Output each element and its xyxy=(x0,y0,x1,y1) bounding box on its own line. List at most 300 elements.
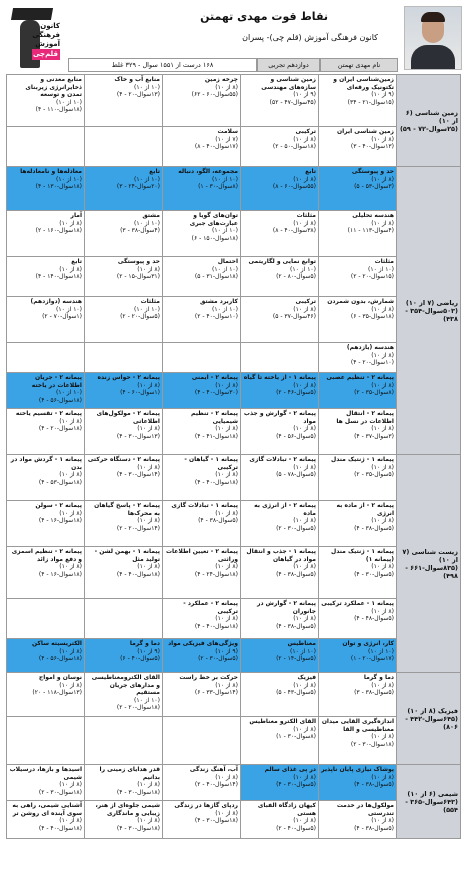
topic-cell xyxy=(241,547,319,599)
topic-name: پیمانه ۲ - تنظیم عصبی xyxy=(326,374,394,381)
table-row xyxy=(7,211,461,257)
topic-cell xyxy=(7,801,85,839)
topic-name: توان‌های گویا و عبارت‌های جبری xyxy=(189,212,238,227)
topic-cell xyxy=(7,639,85,673)
topic-cell xyxy=(163,373,241,409)
topic-score: (۸ از ۱۰) xyxy=(293,681,316,689)
topic-name: پیمانه ۲ - سولن xyxy=(35,502,82,509)
topic-name: مغناطیس xyxy=(287,640,316,647)
topic-name: چرخه زمین xyxy=(204,76,238,83)
topic-cell xyxy=(7,673,85,717)
topic-stats: (۱۸سوال-۳۰ - ۴) xyxy=(116,788,160,796)
topic-stats: (۵۵سوال-۶۰ - ۶۲) xyxy=(191,91,238,98)
topic-name: معادله‌ها و نامعادله‌ها xyxy=(20,168,82,175)
topic-score: (۹ از ۱۰) xyxy=(371,91,394,98)
topic-stats: (۵۵سوال-۶۰ - ۸) xyxy=(272,183,316,190)
subject-cell: فیزیک (۸ از ۱۰) (۶۴۵سوال-۴۴۲ - ۸۰۶) xyxy=(397,673,461,765)
topic-cell xyxy=(7,599,85,639)
topic-stats: (۱۸سوال-۵۶ - ۴) xyxy=(38,655,82,662)
topic-score: (۸ از ۱۰) xyxy=(215,381,238,389)
subject-cell: ریاضی (۷ از ۱۰) (۵۰۳سوال-۳۵۴ - ۴۳۸) xyxy=(397,167,461,455)
topic-cell xyxy=(319,257,397,297)
topic-cell xyxy=(85,547,163,599)
topic-name: پیمانه ۱ - ژنتیک مندل xyxy=(331,456,394,463)
topic-stats: (۱۴سوال-۳۰ - ۴) xyxy=(116,471,160,478)
topic-score: (۸ از ۱۰) xyxy=(215,681,238,689)
topic-stats: (۵سوال-۳۸ - ۴) xyxy=(276,570,316,578)
topic-cell xyxy=(7,547,85,599)
topic-name: مثلثات xyxy=(296,212,316,219)
topic-score: (۸ از ۱۰) xyxy=(215,563,238,570)
topic-score: (۸ از ۱۰) xyxy=(293,773,316,781)
topic-cell xyxy=(163,297,241,343)
topic-score: (۸ از ۱۰) xyxy=(293,615,316,622)
table-row xyxy=(7,127,461,167)
topic-stats: (۱۸سوال-۴۰ - ۴) xyxy=(194,622,238,630)
topic-name: القای الکترو مغناطیس xyxy=(249,718,316,725)
topic-cell xyxy=(7,373,85,409)
topic-cell xyxy=(163,455,241,501)
topic-name: در پی غذای سالم xyxy=(264,766,316,773)
topic-cell xyxy=(241,717,319,765)
topic-score: (۸ از ۱۰) xyxy=(59,647,82,655)
topic-cell xyxy=(241,599,319,639)
topic-score: (۱۰ از ۱۰) xyxy=(368,265,394,273)
logo-line: فرهنگی xyxy=(32,31,60,39)
topic-score: (۸ از ۱۰) xyxy=(371,463,394,471)
topic-stats: (۵سوال-۴۰ - ۲) xyxy=(276,824,316,832)
topic-stats: (۱۸سوال-۱۶ - ۴) xyxy=(38,517,82,524)
topic-score: (۸ از ۱۰) xyxy=(293,517,316,524)
topic-stats: (۵سوال-۳۵ - ۲) xyxy=(354,471,394,478)
topic-name: پیمانه ۲ - ایمنی xyxy=(191,374,238,381)
topic-stats: (۱۳سوال-۴۰ - ۳) xyxy=(350,143,394,150)
table-row xyxy=(7,257,461,297)
topic-score: (۸ از ۱۰) xyxy=(59,265,82,273)
topic-cell xyxy=(163,717,241,765)
table-row xyxy=(7,455,461,501)
topic-name: پیمانه ۱ - جذب و انتقال مواد در گیاهان xyxy=(246,548,316,563)
topic-score: (۸ از ۱۰) xyxy=(137,817,160,824)
topic-name: حرکت بر خط راست xyxy=(179,674,238,681)
topic-score: (۸ از ۱۰) xyxy=(59,817,82,824)
topic-stats: (۴سوال-۱۱۳ - ۱۱) xyxy=(347,227,394,234)
topic-cell xyxy=(85,501,163,547)
topic-stats: (۸سوال-۳۰ - ۱) xyxy=(276,733,316,740)
topic-score: (۸ از ۱۰) xyxy=(371,381,394,389)
table-row xyxy=(7,409,461,455)
topic-name: زمین شناسی ایران xyxy=(337,128,394,135)
topic-cell xyxy=(241,501,319,547)
topic-stats: (۱۳سوال-۲۰ - ۴) xyxy=(116,91,160,98)
topic-score: (۸ از ۱۰) xyxy=(371,517,394,524)
topic-cell xyxy=(85,673,163,717)
student-name: نام مهدی تهمتن xyxy=(320,58,398,72)
topic-cell xyxy=(163,409,241,455)
topic-name: هندسه تحلیلی xyxy=(352,212,394,219)
topic-cell xyxy=(85,639,163,673)
topic-score: (۸ از ۱۰) xyxy=(59,219,82,227)
topic-name: پیمانه ۱ - از یاخته تا گیاه xyxy=(243,374,316,381)
topic-stats: (۱سوال-۶۰ - ۴) xyxy=(120,389,160,396)
table-row xyxy=(7,639,461,673)
topic-cell xyxy=(163,673,241,717)
topic-stats: (۵سوال-۴۳ - ۵) xyxy=(276,689,316,696)
topic-score: (۸ از ۱۰) xyxy=(59,509,82,517)
topic-score: (۹ از ۱۰) xyxy=(215,647,238,655)
topic-cell xyxy=(241,373,319,409)
topic-score: (۸ از ۱۰) xyxy=(371,773,394,781)
topic-name: زمین‌شناسی ایران و تکتونیک ورقه‌ای xyxy=(333,76,394,91)
topic-name: حد و پیوستگی xyxy=(351,168,394,175)
topic-stats: (۱۸سوال-۵۶ - ۴) xyxy=(38,396,82,404)
topic-stats: (۱۴سوال-۲۰ - ۲) xyxy=(116,524,160,532)
topic-cell xyxy=(319,673,397,717)
topic-name: کیهان زادگاه الفبای هستی xyxy=(257,802,316,817)
topic-score: (۸ از ۱۰) xyxy=(137,517,160,524)
topic-cell xyxy=(319,501,397,547)
topic-stats: (۱۸سوال-۱۶۰ - ۲) xyxy=(35,227,82,234)
topic-stats: (۱۵سوال-۲۱ - ۳۴) xyxy=(347,98,394,106)
topic-stats: (۱۷سوال-۲۰ - ۱) xyxy=(350,655,394,662)
report-header xyxy=(6,6,460,72)
topic-name: پیمانه ۲ - حواس زنده xyxy=(97,374,160,381)
topic-name: مجموعه، الگو، دنباله xyxy=(178,168,238,175)
table-row xyxy=(7,599,461,639)
topic-stats: (۵سوال-۳۸ - ۴) xyxy=(198,517,238,524)
topic-name: شیمی جلوه‌ای از هنر، زیبایی و ماندگاری xyxy=(95,802,160,817)
topic-score: (۸ از ۱۰) xyxy=(293,725,316,733)
topic-score: (۸ از ۱۰) xyxy=(293,425,316,432)
table-row xyxy=(7,75,461,127)
topic-stats: (۱۸سوال-۳۱ - ۵) xyxy=(194,273,238,280)
topic-name: منابع معدنی و ذخایرانرژی زیربنای تمدن و توسعه xyxy=(25,76,82,98)
topic-stats: (۲۰سوال-۲۴ - ۳) xyxy=(116,183,160,190)
topic-stats: (۱۳سوال-۳۰ - ۴) xyxy=(116,432,160,440)
topic-stats: (۱۸سوال-۱۱۰ - ۴) xyxy=(35,106,82,113)
topic-name: اسیدها و بازها، درسیلاب شیمی xyxy=(9,766,82,781)
topic-stats: (۱۴سوال-۳۳ - ۶) xyxy=(194,689,238,696)
topic-cell xyxy=(241,127,319,167)
topic-name: اندازه‌گیری القایی میدان مغناطیسی و القا xyxy=(321,718,394,733)
topic-stats: (۵سوال-۳۰ - ۲) xyxy=(198,655,238,662)
topic-cell xyxy=(241,765,319,801)
topic-score: (۱۰ از ۱۰) xyxy=(212,227,238,234)
topic-stats: (۱۸سوال-۵۰ - ۲) xyxy=(272,143,316,150)
topic-cell xyxy=(85,167,163,211)
topic-score: (۸ از ۱۰) xyxy=(137,381,160,389)
topic-cell xyxy=(241,343,319,373)
student-info-row xyxy=(68,58,398,72)
topic-stats: (۱۷سوال-۴۰ - ۸) xyxy=(194,143,238,150)
topic-cell xyxy=(241,167,319,211)
topic-cell xyxy=(319,801,397,839)
topic-cell xyxy=(7,765,85,801)
topic-name: تابع xyxy=(149,168,160,175)
topic-stats: (۳سوال-۵۳ - ۵) xyxy=(354,183,394,190)
topic-score: (۹ از ۱۰) xyxy=(137,647,160,655)
topic-cell xyxy=(319,717,397,765)
topic-stats: (۵سوال-۳۸ - ۳) xyxy=(354,689,394,696)
topic-name: هندسه (دوازدهم) xyxy=(30,298,82,305)
topic-cell xyxy=(241,455,319,501)
topic-cell xyxy=(85,373,163,409)
topic-stats: (۱۸سوال-۵۳ - ۴) xyxy=(38,478,82,486)
topic-stats: (۵سوال-۸۰ - ۲) xyxy=(276,273,316,280)
topic-score: (۸ از ۱۰) xyxy=(137,425,160,432)
topic-score: (۸ از ۱۰) xyxy=(137,563,160,570)
topic-name: پیمانه ۱ - ژنتیک مندل (پیمانه ۱) xyxy=(331,548,394,563)
topic-cell xyxy=(85,297,163,343)
topic-cell xyxy=(319,373,397,409)
topic-cell xyxy=(7,167,85,211)
topic-name: پیمانه ۲ - گوارش در جانوران xyxy=(257,600,316,615)
topic-cell xyxy=(85,765,163,801)
topic-cell xyxy=(163,765,241,801)
topic-stats: (۴سوال-۳۸ - ۳) xyxy=(120,227,160,234)
topic-score: (۸ از ۱۰) xyxy=(293,219,316,227)
subject-cell: شیمی (۶ از ۱۰) (۶۴۳سوال-۳۶۵ - ۵۵۴) xyxy=(397,765,461,839)
topic-cell xyxy=(319,127,397,167)
topic-stats: (۱۸سوال-۴۰ - ۴) xyxy=(194,478,238,486)
topic-cell xyxy=(85,127,163,167)
topic-name: دما و گرما xyxy=(363,674,394,681)
student-photo xyxy=(404,6,462,70)
topic-cell xyxy=(241,673,319,717)
topic-name: مولکول‌ها در خدمت تندرستی xyxy=(336,802,394,817)
topic-cell xyxy=(163,801,241,839)
topic-cell xyxy=(241,211,319,257)
topic-score: (۸ از ۱۰) xyxy=(371,563,394,570)
topic-stats: (۵سوال-۱۴ - ۲) xyxy=(276,655,316,662)
topic-cell xyxy=(163,167,241,211)
topic-name: پیمانه ۱ - تبادلات گازی xyxy=(171,502,238,509)
table-row xyxy=(7,373,461,409)
topic-name: فیزیک xyxy=(297,674,316,681)
topic-name: پیمانه ۱ - بهمن لشن - تولید مثل xyxy=(94,548,160,563)
topic-stats: (۱۰سوال-۴۰ - ۲) xyxy=(194,313,238,320)
topic-stats: (۱۸سوال-۳۰ - ۲) xyxy=(350,740,394,748)
topic-stats: (۱۳سوال-۱۱۸ - ۲۰) xyxy=(32,689,82,696)
topic-cell xyxy=(319,599,397,639)
topic-score: (۸ از ۱۰) xyxy=(215,471,238,478)
topic-cell xyxy=(85,75,163,127)
logo-line: کانون xyxy=(40,22,60,30)
topic-name: پیمانه ۲ - تعیین اطلاعات وراثتی xyxy=(166,548,238,563)
topic-stats: (۵سوال-۳۰ - ۴) xyxy=(276,781,316,788)
table-row xyxy=(7,343,461,373)
table-row xyxy=(7,765,461,801)
topic-score: (۸ از ۱۰) xyxy=(59,417,82,425)
topic-stats: (۱۸سوال-۳۰ - ۴) xyxy=(116,824,160,832)
topic-cell xyxy=(163,501,241,547)
topic-cell xyxy=(7,409,85,455)
topic-stats: (۵سوال-۴۰ - ۶) xyxy=(120,655,160,662)
topic-cell xyxy=(163,75,241,127)
topic-name: ترکیبی xyxy=(295,128,316,135)
topic-score: (۸ از ۱۰) xyxy=(293,563,316,570)
topic-stats: (۱۸سوال-۱۳۰ - ۴) xyxy=(35,183,82,190)
topic-name: پیمانه ۲ - تنظیم اسمزی و دفع مواد زائد xyxy=(11,548,82,563)
topic-score: (۸ از ۱۰) xyxy=(59,681,82,689)
subject-cell: زمین شناسی (۶ از ۱۰) (۲۵سوال-۷۲ - ۵۹) xyxy=(397,75,461,167)
table-row xyxy=(7,673,461,717)
topic-stats: (۵سوال-۵۶ - ۴) xyxy=(276,432,316,440)
topic-score: (۱۰ از ۱۰) xyxy=(134,305,160,313)
topic-stats: (۵سوال-۳۰ - ۲) xyxy=(276,524,316,532)
photo-body xyxy=(411,45,455,70)
topic-score: (۱۰ از ۱۰) xyxy=(56,305,82,313)
photo-hair xyxy=(421,12,445,22)
logo-line: قلم‌چی xyxy=(32,50,58,58)
logo-line: آموزش xyxy=(35,40,60,48)
topic-score: (۸ از ۱۰) xyxy=(293,175,316,183)
topic-score: (۸ از ۱۰) xyxy=(293,381,316,389)
topic-score: (۱۰ از ۱۰) xyxy=(290,265,316,273)
topic-score: (۸ از ۱۰) xyxy=(59,563,82,570)
topic-cell xyxy=(7,501,85,547)
topic-name: القای الکترومغناطیسی و مدارهای جریان مستقیم xyxy=(91,674,160,696)
topic-stats: (۵سوال-۳۸ - ۴) xyxy=(354,824,394,832)
topic-cell xyxy=(163,547,241,599)
topic-score: (۸ از ۱۰) xyxy=(137,265,160,273)
topic-score: (۸ از ۱۰) xyxy=(371,351,394,359)
topic-score: (۸ از ۱۰) xyxy=(293,463,316,471)
topic-name: پیمانه ۲ - تبادلات گازی xyxy=(249,456,316,463)
topic-score: (۹ از ۱۰) xyxy=(293,91,316,98)
topic-name: احتمال xyxy=(217,258,238,265)
topic-name: پیمانه ۱ - گردش مواد در بدن xyxy=(10,456,82,471)
topic-score: (۸ از ۱۰) xyxy=(371,733,394,740)
topic-stats: (۱۸سوال-۴۱ - ۴) xyxy=(194,432,238,440)
topic-score: (۸ از ۱۰) xyxy=(371,817,394,824)
topic-stats: (۵سوال-۷۸ - ۵) xyxy=(276,471,316,478)
topic-score: (۷ از ۱۰) xyxy=(215,135,238,143)
topic-cell xyxy=(7,257,85,297)
topic-score: (۸ از ۱۰) xyxy=(215,509,238,517)
topic-cell xyxy=(241,75,319,127)
topic-stats: (۱۰سوال-۲۰ - ۴) xyxy=(350,359,394,366)
topic-name: ترکیبی xyxy=(295,298,316,305)
topic-cell xyxy=(319,639,397,673)
topic-cell xyxy=(319,297,397,343)
topic-stats: (۴۵سوال-۴۷ - ۵۲) xyxy=(269,98,316,106)
page-title: نقاط قوت مهدی تهمتن xyxy=(200,10,328,23)
topic-stats: (۵سوال-۳۰ - ۴) xyxy=(354,570,394,578)
topic-name: پیمانه ۲ - گوارش و جذب مواد xyxy=(243,410,316,425)
topic-name: آشنایی شیمی، راهی به سوی آینده ای روشن تر xyxy=(12,802,82,817)
topic-cell xyxy=(241,639,319,673)
topic-stats: (۵سوال-۴۶ - ۲) xyxy=(276,389,316,396)
topic-name: ردپای گازها در زندگی xyxy=(174,802,238,809)
topic-stats: (۱۸سوال-۲۰ - ۴) xyxy=(38,425,82,432)
topic-stats: (۱سوال-۷۰ - ۲) xyxy=(42,313,82,320)
topic-stats: (۱۸سوال-۴۰ - ۴) xyxy=(38,824,82,832)
topic-cell xyxy=(163,257,241,297)
topic-name: زمین شناسی و سازه‌های مهندسی xyxy=(261,76,316,91)
topic-name: شمارش، بدون شمردن xyxy=(327,298,394,305)
topic-score: (۱۰ از ۱۰) xyxy=(290,647,316,655)
topic-name: تابع xyxy=(305,168,316,175)
overall-stats: ۱۶۸ درست از ۱۵۵۱ سوال - ۳۲۹ غلط xyxy=(68,58,257,72)
topic-score: (۸ از ۱۰) xyxy=(371,425,394,432)
topic-name: توابع نمایی و لگاریتمی xyxy=(248,258,316,265)
topic-cell xyxy=(85,455,163,501)
topic-cell xyxy=(319,211,397,257)
topic-name: پیمانه ۲ - جریان اطلاعات در یاخته xyxy=(31,374,82,389)
topic-score: (۱۰ از ۱۰) xyxy=(212,175,238,183)
topic-score: (۸ از ۱۰) xyxy=(59,781,82,788)
topic-name: مثلثات xyxy=(140,298,160,305)
topic-score: (۱۰ از ۱۰) xyxy=(134,696,160,704)
topic-stats: (۳۱سوال-۱۵ - ۲) xyxy=(116,273,160,280)
topic-cell xyxy=(7,127,85,167)
topic-cell xyxy=(163,343,241,373)
topic-stats: (۵سوال-۳۸ - ۴) xyxy=(354,781,394,788)
topic-name: پیمانه ۱ - عملکرد ترکیبی xyxy=(321,600,394,607)
table-row xyxy=(7,717,461,765)
topic-name: مشتق xyxy=(142,212,160,219)
topic-stats: (۳سوال-۳۷ - ۴) xyxy=(354,432,394,440)
table-row xyxy=(7,297,461,343)
topic-name: پیمانه ۲ - پاسخ گیاهان به محرک‌ها xyxy=(94,502,160,517)
topic-cell xyxy=(319,455,397,501)
topic-cell xyxy=(7,75,85,127)
topic-stats: (۱۴سوال-۴۰ - ۲) xyxy=(194,781,238,788)
topic-score: (۸ از ۱۰) xyxy=(371,135,394,143)
topic-cell xyxy=(85,409,163,455)
topic-name: آب، آهنگ زندگی xyxy=(189,766,238,773)
topic-cell xyxy=(85,717,163,765)
topic-score: (۸ از ۱۰) xyxy=(215,773,238,781)
page-subtitle: کانون فرهنگی آموزش (قلم چی)- پسران xyxy=(242,33,378,42)
topic-name: پیمانه ۲ - تنظیم شیمیایی xyxy=(190,410,238,425)
topic-score: (۸ از ۱۰) xyxy=(293,135,316,143)
topic-cell xyxy=(319,75,397,127)
topic-name: مثلثات xyxy=(374,258,394,265)
topic-stats: (۵سوال-۳۸ - ۴) xyxy=(276,622,316,630)
topic-name: پیمانه ۲ - از ماده به انرژی xyxy=(336,502,394,517)
topic-score: (۸ از ۱۰) xyxy=(293,305,316,313)
topic-stats: (۱۸سوال-۱۶ - ۴) xyxy=(38,570,82,578)
topic-name: پیمانه ۲ - انتقال اطلاعات در نسل ها xyxy=(336,410,394,425)
table-row xyxy=(7,801,461,839)
topic-score: (۱۰ از ۱۰) xyxy=(134,175,160,183)
topic-cell xyxy=(7,297,85,343)
student-grade: دوازدهم تجربی xyxy=(257,58,320,72)
topic-name: نوسان و امواج xyxy=(38,674,82,681)
topic-cell xyxy=(163,599,241,639)
table-row xyxy=(7,547,461,599)
topic-score: (۸ از ۱۰) xyxy=(371,305,394,313)
topic-stats: (۳۰سوال-۴۰ - ۴) xyxy=(194,389,238,396)
topic-stats: (۵سوال-۲۰ - ۲) xyxy=(120,313,160,320)
topic-cell xyxy=(85,801,163,839)
topic-name: هندسه (یازدهم) xyxy=(346,344,394,351)
subject-cell: زیست شناسی (۷ از ۱۰) (۸۳۵سوال-۶۶۱ - ۴۹۸) xyxy=(397,455,461,673)
kanoon-logo xyxy=(6,6,58,72)
topic-stats: (۱۸سوال-۴۰ - ۴) xyxy=(116,570,160,578)
topic-score: (۸ از ۱۰) xyxy=(215,83,238,91)
topic-cell xyxy=(319,343,397,373)
topic-stats: (۵سوال-۳۸ - ۴) xyxy=(354,524,394,532)
topic-name: پیمانه ۲ - عملکرد - ترکیبی xyxy=(183,600,238,615)
topic-score: (۱۰ از ۱۰) xyxy=(212,305,238,313)
topic-score: (۸ از ۱۰) xyxy=(137,463,160,471)
topic-stats: (۸سوال-۳۰ - ۱) xyxy=(198,183,238,190)
topic-name: حد و پیوستگی xyxy=(117,258,160,265)
topic-score: (۱۰ از ۱۰) xyxy=(56,175,82,183)
